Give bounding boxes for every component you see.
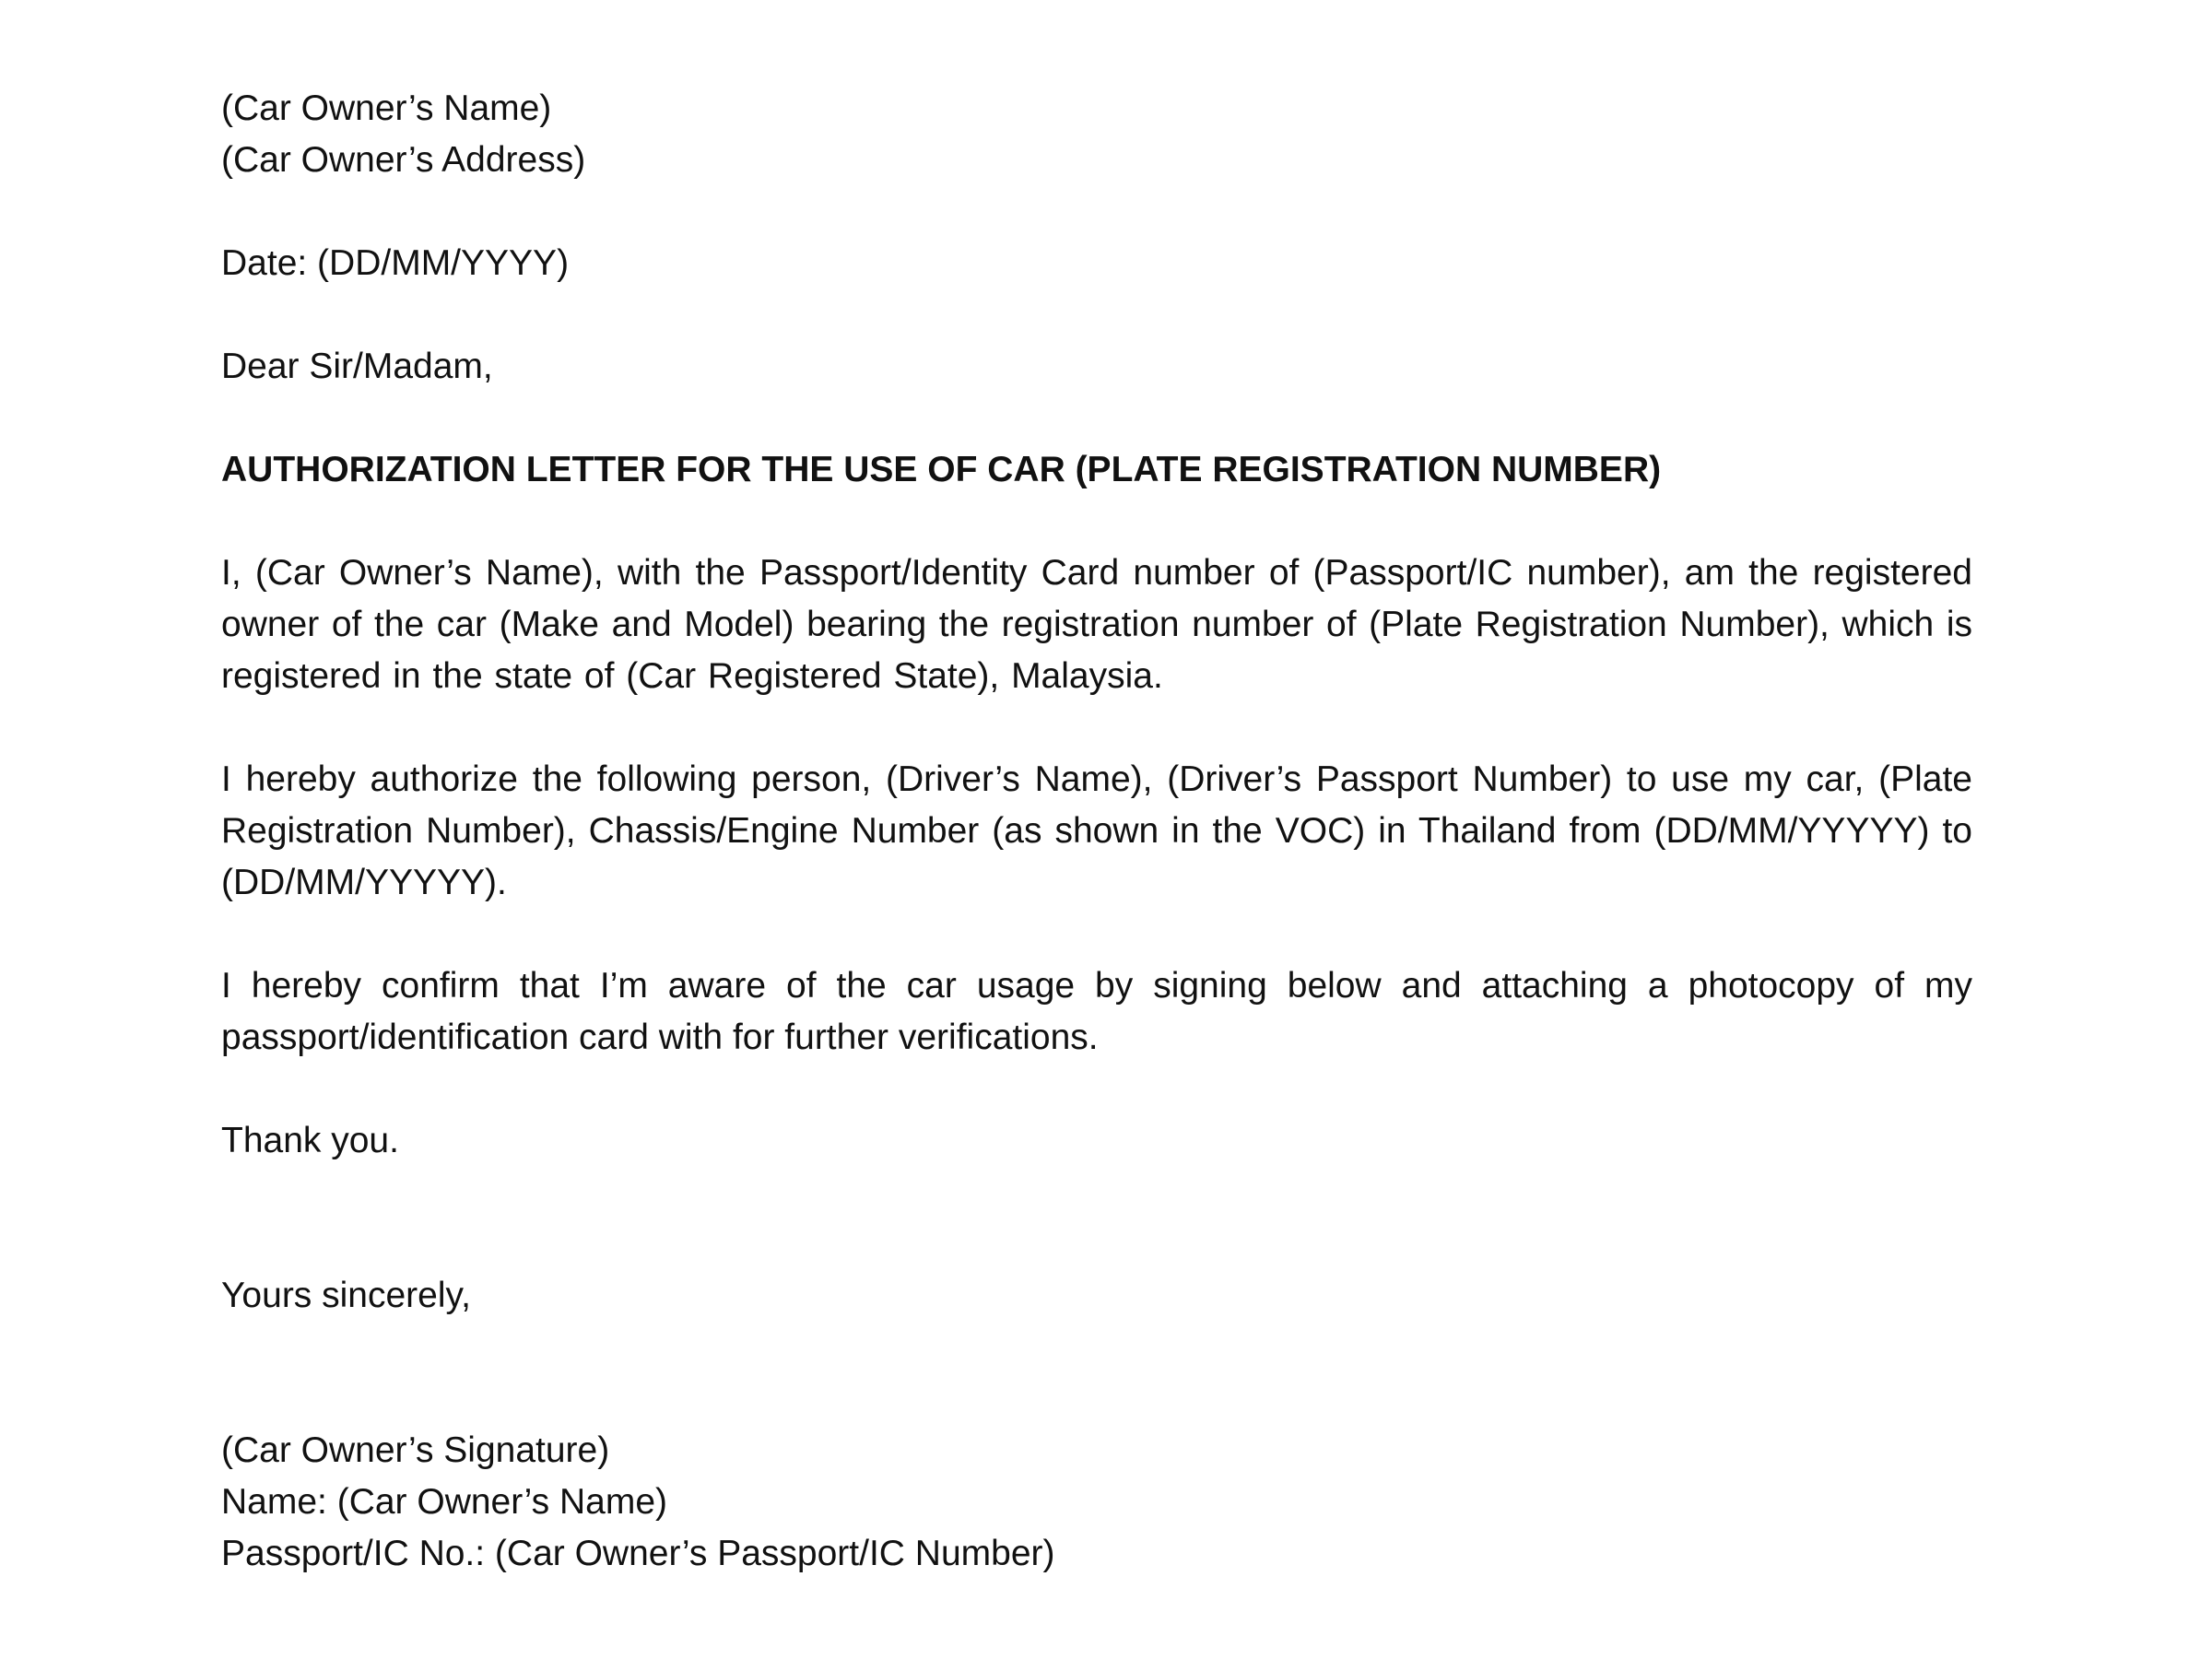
signature-placeholder: (Car Owner’s Signature) — [221, 1430, 610, 1470]
spacer — [221, 1064, 1972, 1115]
spacer — [221, 186, 1972, 238]
spacer — [221, 909, 1972, 960]
signature-space — [221, 1322, 1972, 1425]
spacer — [221, 1167, 1972, 1270]
thanks-line: Thank you. — [221, 1121, 399, 1160]
owner-name-line: Name: (Car Owner’s Name) — [221, 1482, 667, 1522]
spacer — [221, 393, 1972, 444]
spacer — [221, 496, 1972, 547]
spacer — [221, 702, 1972, 754]
signature-block — [221, 1425, 1972, 1580]
date-line: Date: (DD/MM/YYYY) — [221, 243, 570, 283]
paragraph-authorization: I hereby authorize the following person, (Driver’s Name), (Driver’s Passport Number) to use my car, (Plate Registration Number), Chassis/Engine Number (as shown in the VOC) in Thailand from (DD/MM/YYYYY) to (DD/MM/YYYYY). — [221, 759, 1972, 902]
owner-passport-line: Passport/IC No.: (Car Owner’s Passport/IC Number) — [221, 1534, 1055, 1573]
authorization-letter — [221, 83, 1972, 1580]
sender-name: (Car Owner’s Name) — [221, 88, 552, 128]
paragraph-ownership: I, (Car Owner’s Name), with the Passport/Identity Card number of (Passport/IC number), am the registered owner of the car (Make and Model) bearing the registration number of (Plate Registration Number), which is registered in the state of (Car Registered State), Malaysia. — [221, 553, 1972, 696]
paragraph-confirmation: I hereby confirm that I’m aware of the car usage by signing below and attaching a photocopy of my passport/identification card with for further verifications. — [221, 966, 1972, 1057]
closing-line: Yours sincerely, — [221, 1276, 471, 1315]
sender-address: (Car Owner’s Address) — [221, 140, 586, 180]
letter-subject: AUTHORIZATION LETTER FOR THE USE OF CAR (PLATE REGISTRATION NUMBER) — [221, 450, 1662, 489]
spacer — [221, 289, 1972, 341]
salutation: Dear Sir/Madam, — [221, 347, 493, 386]
